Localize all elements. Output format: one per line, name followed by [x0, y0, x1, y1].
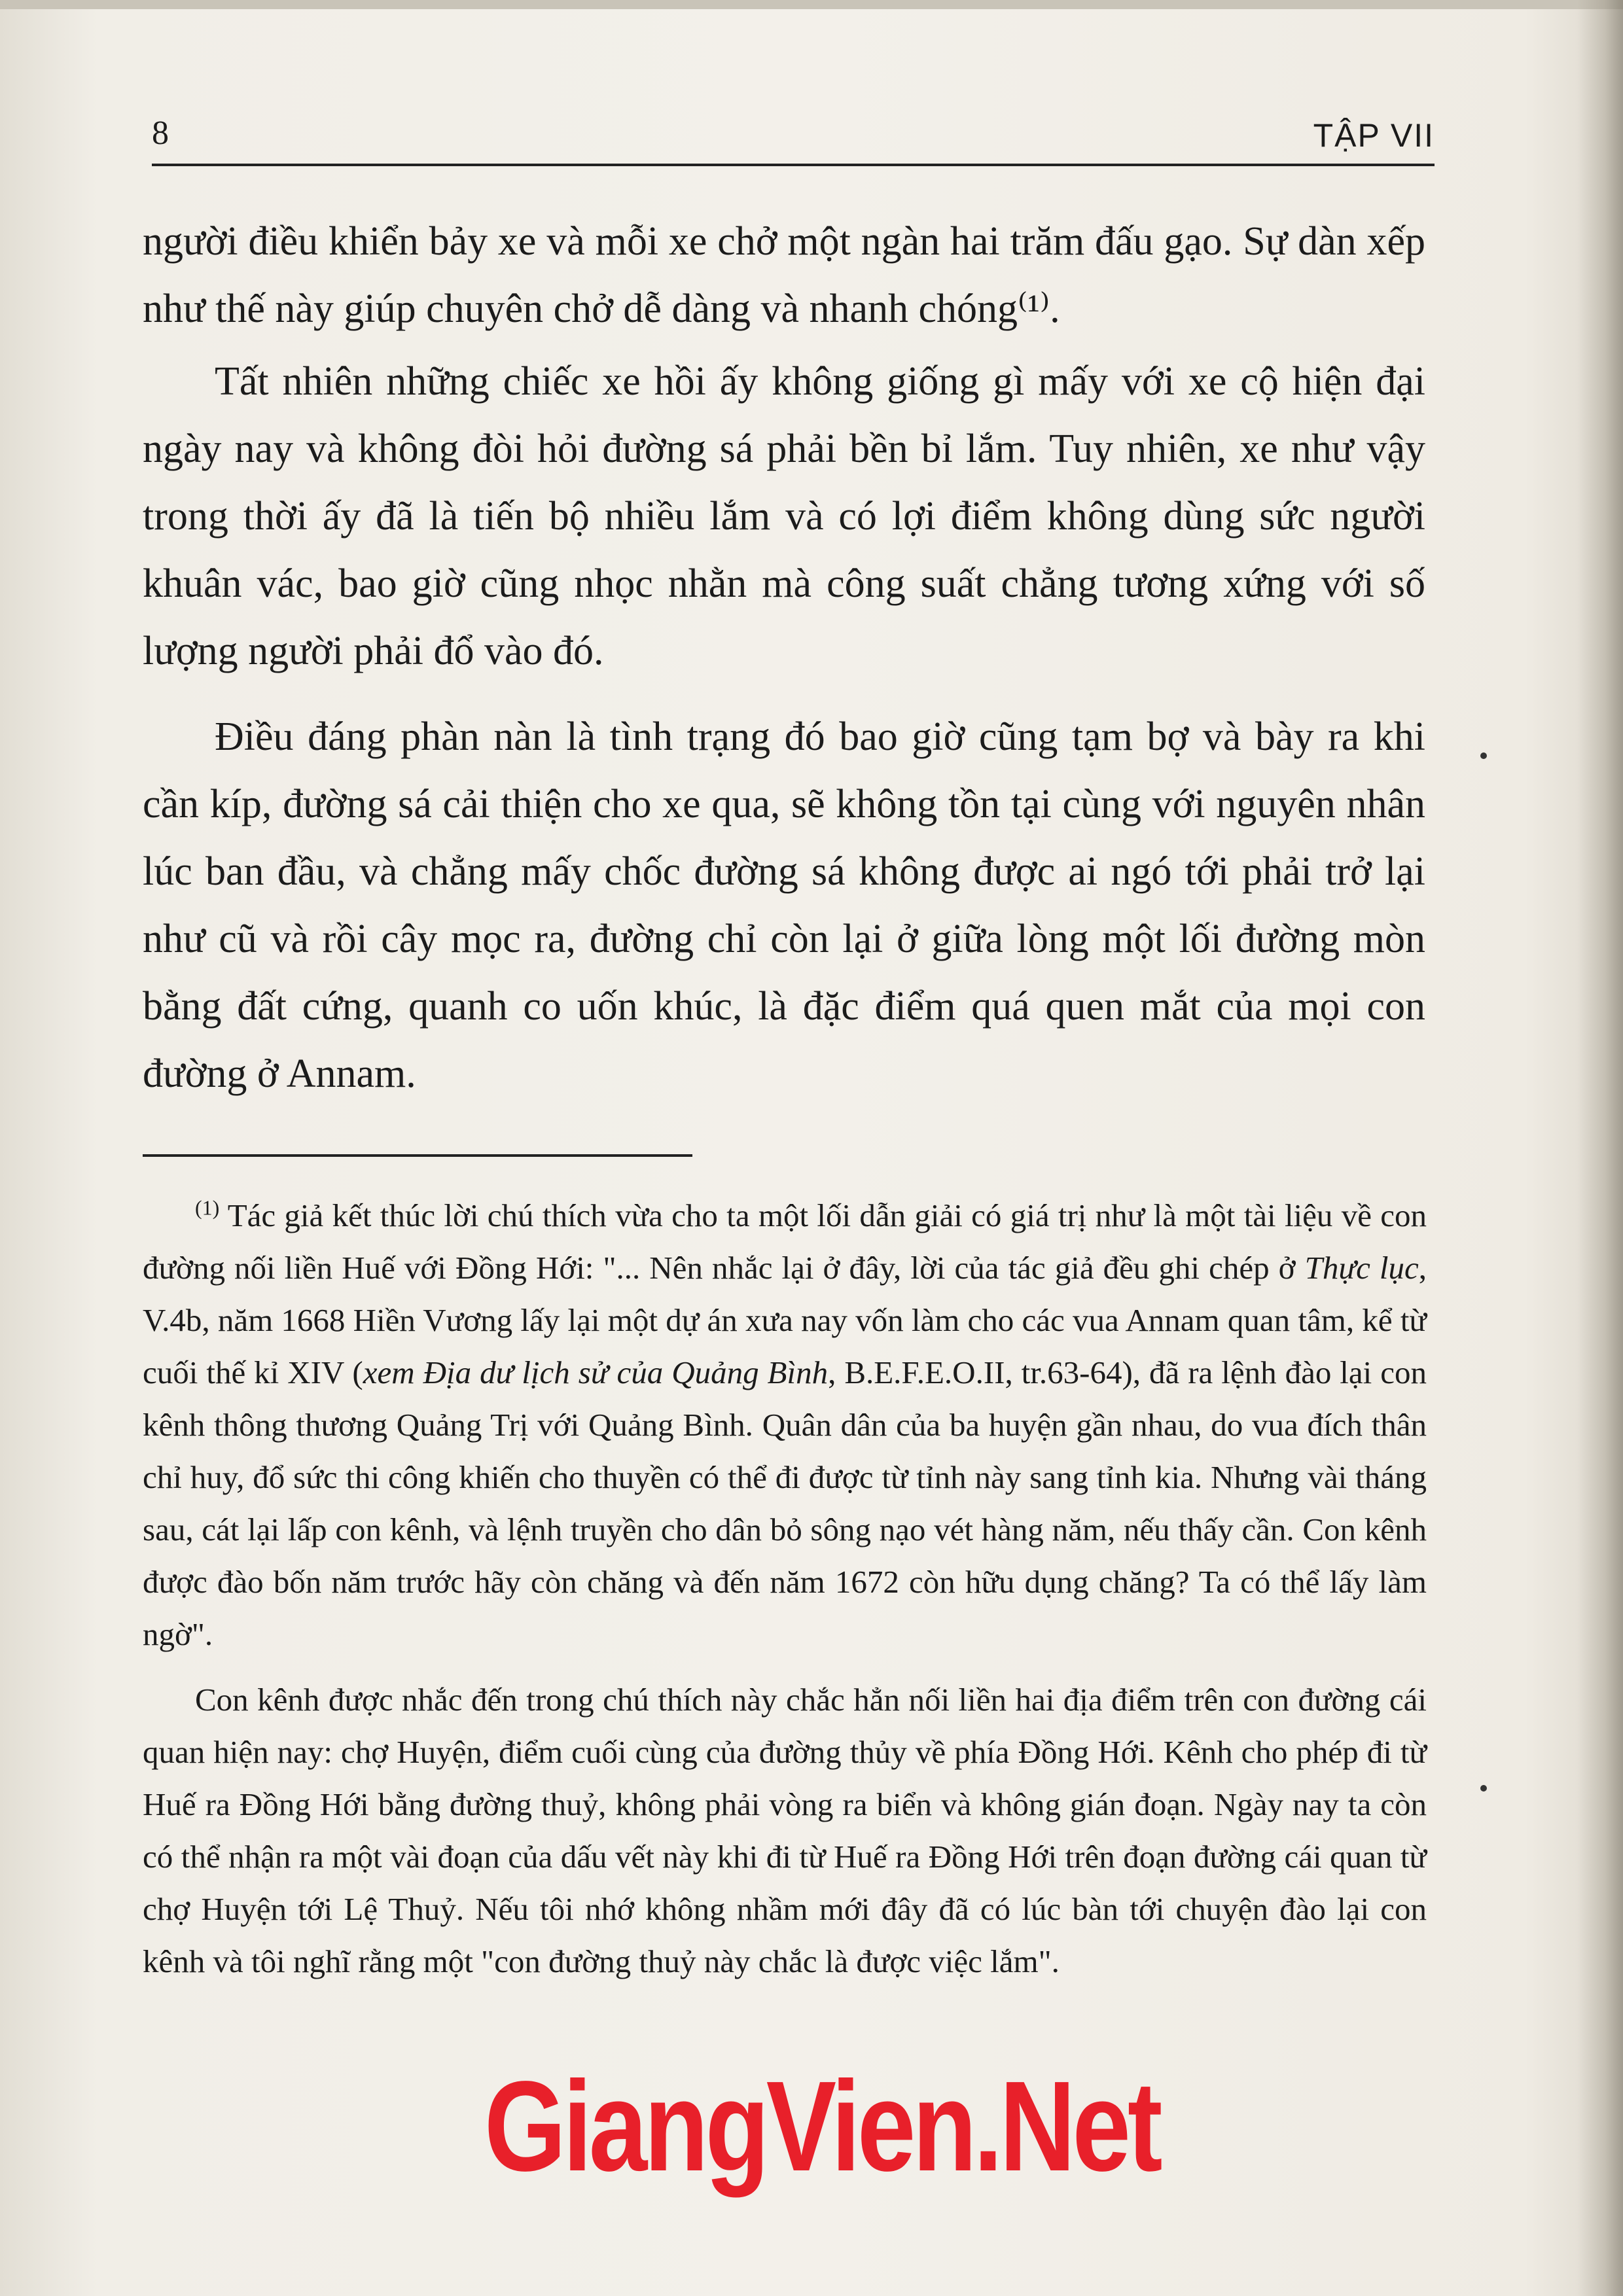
footnote-1-text-c: , B.E.F.E.O.II, tr.63-64), đã ra lệnh đào lại con kênh thông thương Quảng Trị với Quảng Bình. Quân dân của ba huyện gần nhau, do vua đích thân chỉ huy, đổ sức thi công khiến cho thuyền có thể đi được từ tỉnh này sang tỉnh kia. Nhưng vài tháng sau, cát lại lấp con kênh, và lệnh truyền cho dân bỏ sông nạo vét hàng năm, nếu thấy cần. Con kênh được đào bốn năm trước hãy còn chăng và đến năm 1672 còn hữu dụng chăng? Ta có thể lấy làm ngờ". [143, 1354, 1427, 1652]
volume-label: TẬP VII [1313, 117, 1435, 154]
header-rule [152, 164, 1435, 166]
footnote-marker: (1) [195, 1195, 220, 1220]
body-text [143, 208, 1425, 1126]
page-top-edge [0, 0, 1623, 9]
footnote-1-text-b: , V.4b, năm 1668 Hiền Vương lấy lại một dự án xưa nay vốn làm cho các vua Annam quan tâm, kể từ cuối thế kỉ XIV ( [143, 1250, 1427, 1390]
footnote-2: Con kênh được nhắc đến trong chú thích này chắc hẳn nối liền hai địa điểm trên con đường cái quan hiện nay: chợ Huyện, điểm cuối cùng của đường thủy về phía Đồng Hới. Kênh cho phép đi từ Huế ra Đồng Hới bằng đường thuỷ, không phải vòng ra biển và không gián đoạn. Ngày nay ta còn có thể nhận ra một vài đoạn của dấu vết này khi đi từ Huế ra Đồng Hới trên đoạn đường cái quan từ chợ Huyện tới Lệ Thuỷ. Nếu tôi nhớ không nhầm mới đây đã có lúc bàn tới chuyện đào lại con kênh và tôi nghĩ rằng một "con đường thuỷ này chắc là được việc lắm". [143, 1682, 1427, 1979]
margin-speck [1480, 1785, 1487, 1792]
footnote-1-text-a: Tác giả kết thúc lời chú thích vừa cho ta một lối dẫn giải có giá trị như là một tài liệu về con đường nối liền Huế với Đồng Hới: "... Nên nhắc lại ở đây, lời của tác giả đều ghi chép ở [143, 1197, 1427, 1286]
footnote-1-italic-source: Thực lục [1304, 1250, 1419, 1286]
page-number: 8 [152, 115, 169, 152]
footnote-1 [143, 1190, 1427, 1661]
margin-speck [1480, 752, 1487, 759]
running-header [152, 110, 1435, 162]
paragraph-1: người điều khiển bảy xe và mỗi xe chở một ngàn hai trăm đấu gạo. Sự dàn xếp như thế này giúp chuyên chở dễ dàng và nhanh chóng⁽¹⁾. [143, 219, 1425, 331]
paragraph-2: Tất nhiên những chiếc xe hồi ấy không giống gì mấy với xe cộ hiện đại ngày nay và không đòi hỏi đường sá phải bền bỉ lắm. Tuy nhiên, xe như vậy trong thời ấy đã là tiến bộ nhiều lắm và có lợi điểm không dùng sức người khuân vác, bao giờ cũng nhọc nhằn mà công suất chẳng tương xứng với số lượng người phải đổ vào đó. [143, 359, 1425, 673]
footnote-1-italic-reference: xem Địa dư lịch sử của Quảng Bình [363, 1354, 829, 1390]
watermark-logo: GiangVien.Net [484, 2055, 1160, 2198]
footnotes [143, 1190, 1427, 2001]
paragraph-3: Điều đáng phàn nàn là tình trạng đó bao giờ cũng tạm bợ và bày ra khi cần kíp, đường sá cải thiện cho xe qua, sẽ không tồn tại cùng với nguyên nhân lúc ban đầu, và chẳng mấy chốc đường sá không được ai ngó tới phải trở lại như cũ và rồi cây mọc ra, đường chỉ còn lại ở giữa lòng một lối đường mòn bằng đất cứng, quanh co uốn khúc, là đặc điểm quá quen mắt của mọi con đường ở Annam. [143, 715, 1425, 1096]
page-binding-shadow [1577, 0, 1623, 2296]
footnote-rule [143, 1154, 692, 1157]
